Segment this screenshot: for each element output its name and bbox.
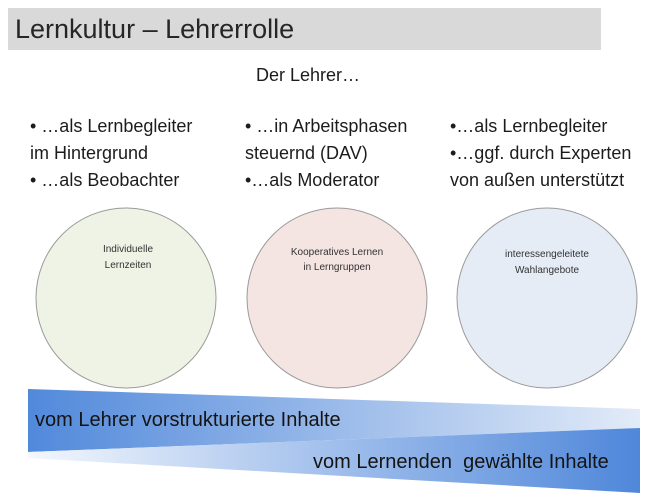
circle-label-line: interessengeleitete xyxy=(505,249,589,260)
bullet-line: •…ggf. durch Experten xyxy=(450,143,632,163)
bullet-line: •…als Lernbegleiter xyxy=(450,116,608,136)
bullet-line: • …in Arbeitsphasen xyxy=(245,116,408,136)
circle-kooperatives-lernen xyxy=(247,208,427,388)
subtitle: Der Lehrer… xyxy=(256,65,361,85)
band-label-teacher: vom Lehrer vorstrukturierte Inhalte xyxy=(35,409,341,431)
circle-individuelle-lernzeiten xyxy=(36,208,216,388)
title-bar xyxy=(8,8,601,50)
page-title: Lernkultur – Lehrerrolle xyxy=(15,14,295,44)
circle-label-line: Individuelle xyxy=(102,244,154,255)
circle-shape xyxy=(457,208,637,388)
bullet-column-1 xyxy=(30,113,192,194)
bullet-line: • …als Beobachter xyxy=(30,170,180,190)
bullet-line: •…als Moderator xyxy=(245,170,380,190)
bullet-column-2 xyxy=(245,113,407,194)
circle-label-line: Lernzeiten xyxy=(104,260,152,271)
bullet-column-3 xyxy=(450,113,631,194)
circle-label-line: in Lerngruppen xyxy=(303,262,371,273)
circle-label-line: Wahlangebote xyxy=(514,265,580,276)
bullet-line: steuernd (DAV) xyxy=(245,143,368,163)
circle-wahlangebote xyxy=(457,208,637,388)
circle-shape xyxy=(247,208,427,388)
bullet-line: • …als Lernbegleiter xyxy=(30,116,193,136)
circle-label-line: Kooperatives Lernen xyxy=(290,247,384,258)
bullet-line: von außen unterstützt xyxy=(450,170,625,190)
circle-shape xyxy=(36,208,216,388)
bullet-line: im Hintergrund xyxy=(30,143,149,163)
band-label-learner: vom Lernenden gewählte Inhalte xyxy=(313,451,609,473)
